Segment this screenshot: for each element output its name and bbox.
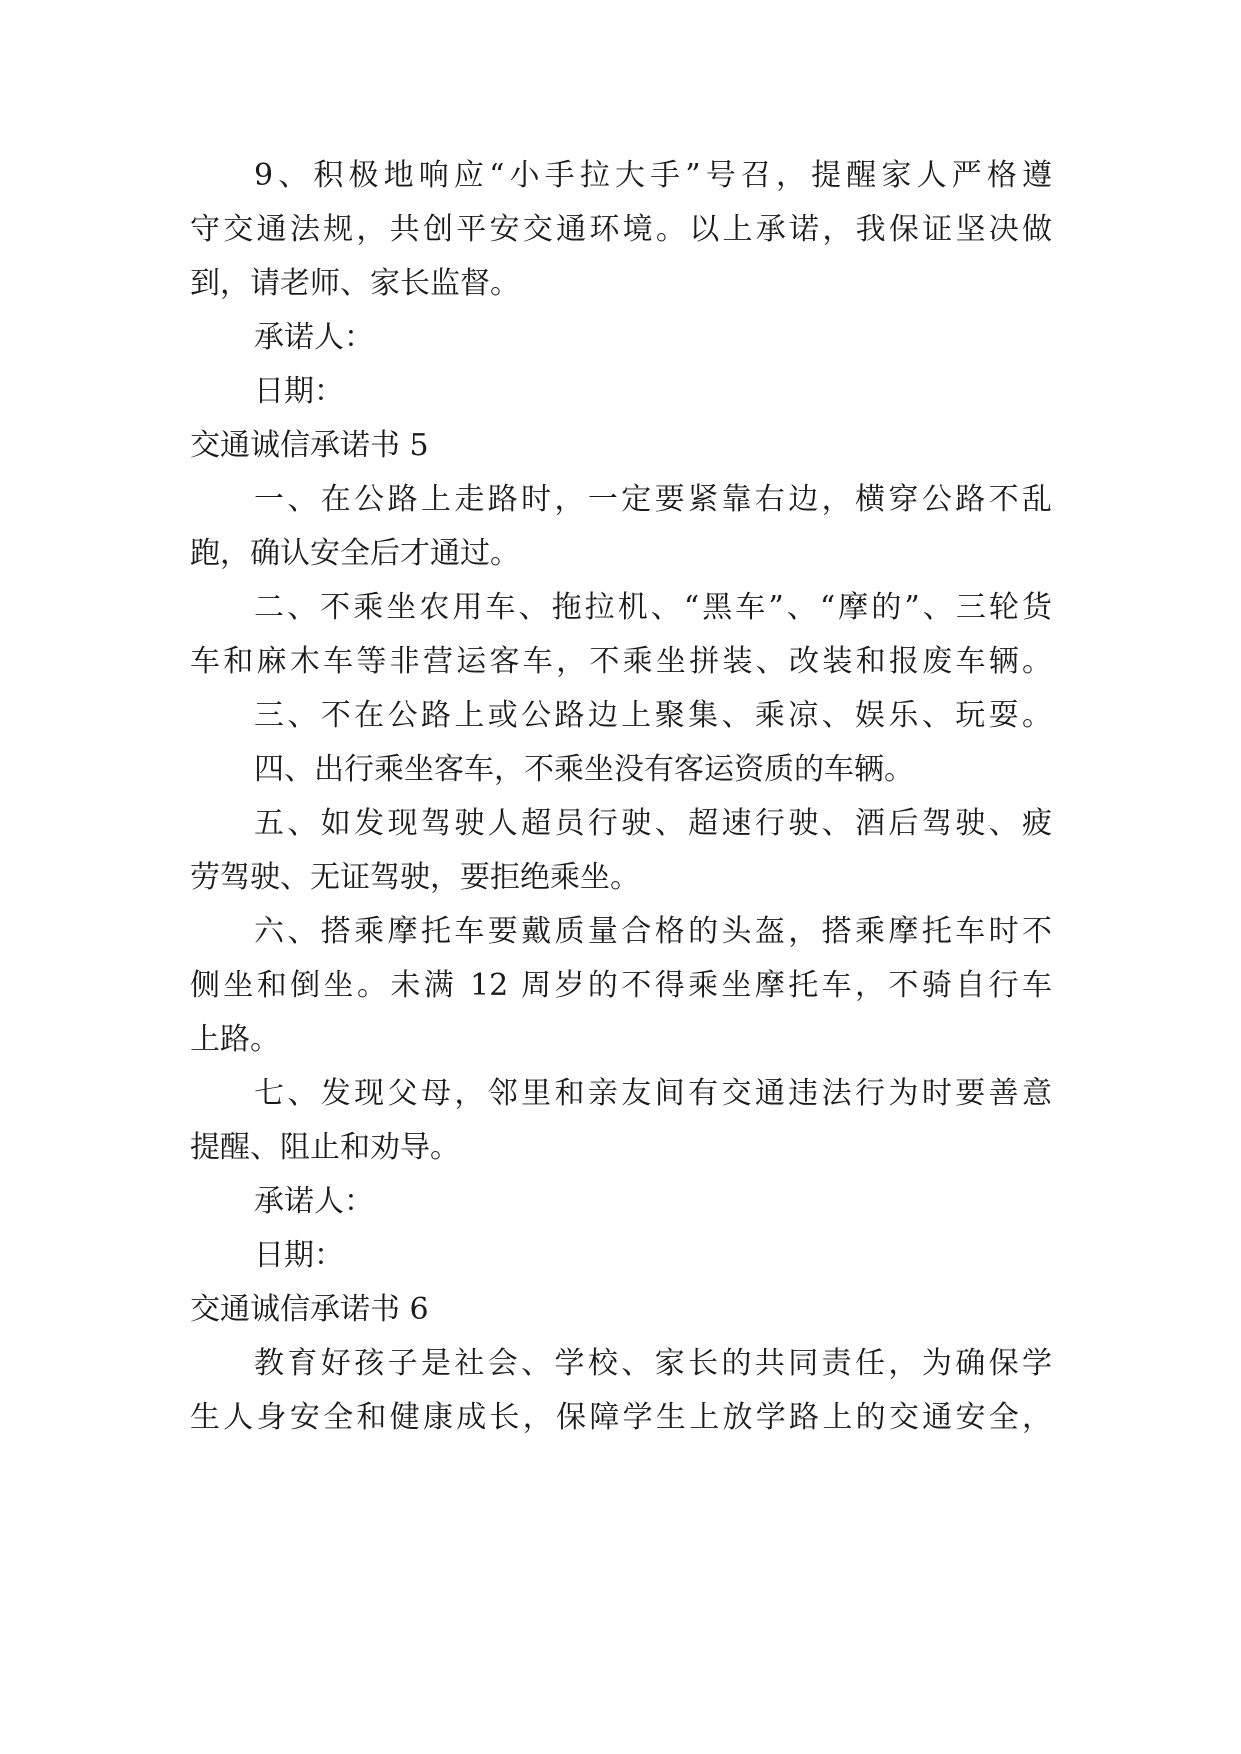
item-4-line-1: 四、出行乘坐客车，不乘坐没有客运资质的车辆。: [254, 752, 914, 787]
item-1-line-1: 一、在公路上走路时，一定要紧靠右边，横穿公路不乱: [254, 482, 1052, 517]
item-6-line-1: 六、搭乘摩托车要戴质量合格的头盔，搭乘摩托车时不: [254, 914, 1052, 949]
item-7-line-1: 七、发现父母，邻里和亲友间有交通违法行为时要善意: [254, 1076, 1052, 1111]
signatory-label: 承诺人：: [254, 320, 374, 355]
item-1-line-2: 跑，确认安全后才通过。: [190, 536, 520, 571]
item-5-line-1: 五、如发现驾驶人超员行驶、超速行驶、酒后驾驶、疲: [254, 806, 1052, 841]
paragraph-6-line-1: 教育好孩子是社会、学校、家长的共同责任，为确保学: [254, 1346, 1052, 1381]
item-5-line-2: 劳驾驶、无证驾驶，要拒绝乘坐。: [190, 860, 640, 895]
paragraph-9-line-1: 9、积极地响应“小手拉大手”号召，提醒家人严格遵: [254, 158, 1052, 193]
section-title-6: 交通诚信承诺书 6: [190, 1292, 429, 1327]
paragraph-9-line-3: 到，请老师、家长监督。: [190, 266, 520, 301]
paragraph-6-line-2: 生人身安全和健康成长，保障学生上放学路上的交通安全，: [190, 1400, 1052, 1435]
item-2-line-2: 车和麻木车等非营运客车，不乘坐拼装、改装和报废车辆。: [190, 644, 1052, 679]
paragraph-9-line-2: 守交通法规，共创平安交通环境。以上承诺，我保证坚决做: [190, 212, 1052, 247]
item-2-line-1: 二、不乘坐农用车、拖拉机、“黑车”、“摩的”、三轮货: [254, 590, 1052, 625]
signatory-label: 承诺人：: [254, 1184, 374, 1219]
item-6-line-2: 侧坐和倒坐。未满 12 周岁的不得乘坐摩托车，不骑自行车: [190, 968, 1052, 1003]
section-title-5: 交通诚信承诺书 5: [190, 428, 429, 463]
item-3-line-1: 三、不在公路上或公路边上聚集、乘凉、娱乐、玩耍。: [254, 698, 1052, 733]
date-label: 日期：: [254, 1238, 344, 1273]
item-6-line-3: 上路。: [190, 1022, 280, 1057]
date-label: 日期：: [254, 374, 344, 409]
item-7-line-2: 提醒、阻止和劝导。: [190, 1130, 460, 1165]
